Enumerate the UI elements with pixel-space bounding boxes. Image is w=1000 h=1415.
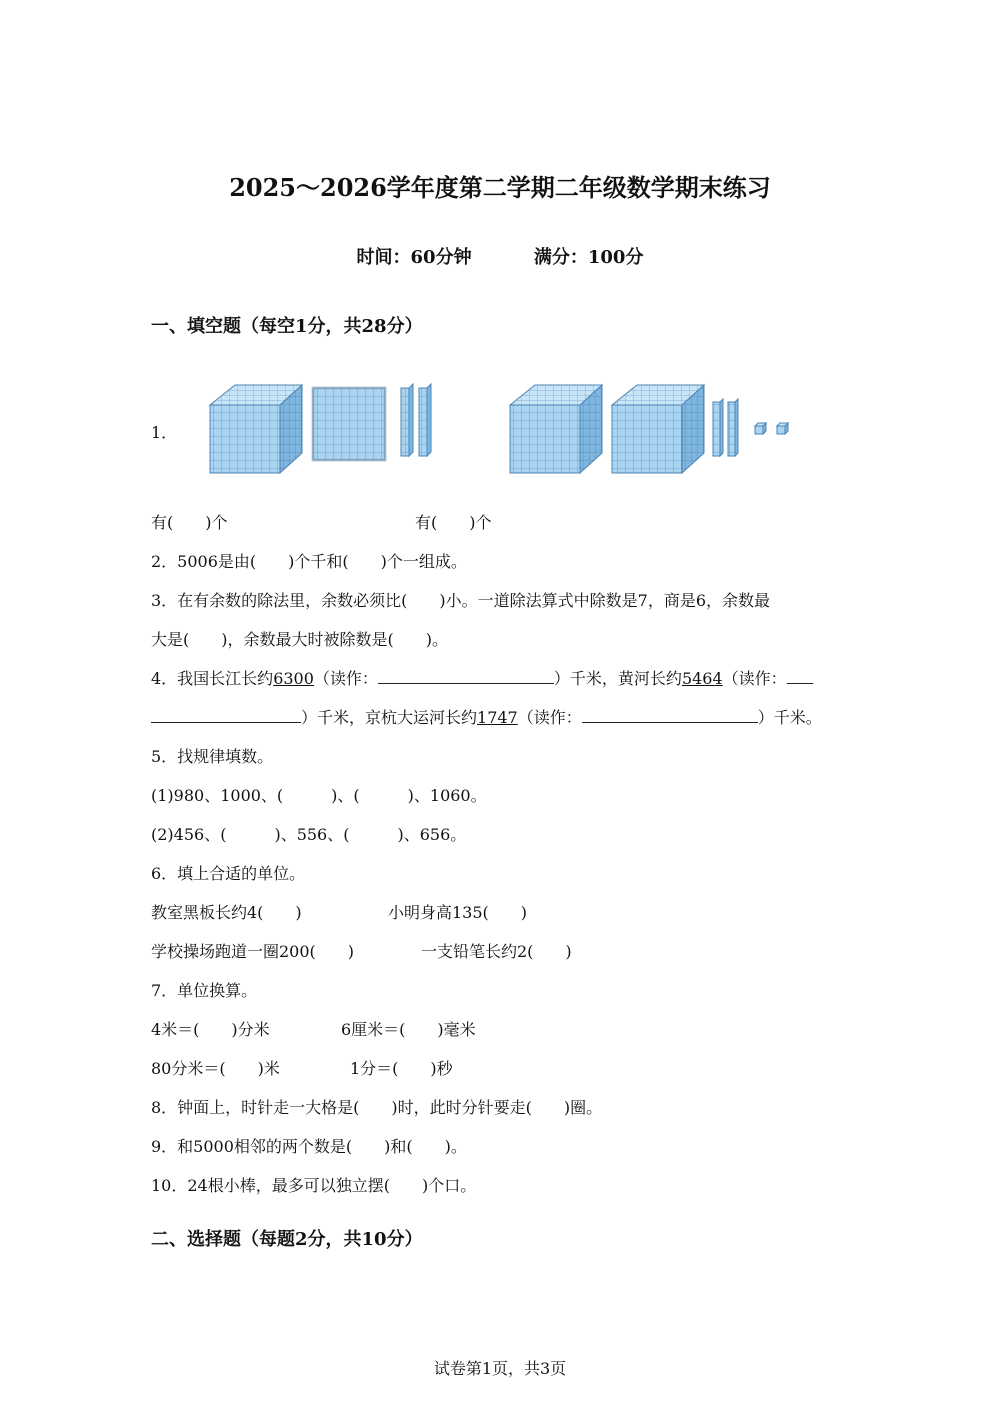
question-7-c: 80分米＝( )米 bbox=[151, 1059, 280, 1078]
q4-read-3: （读作： bbox=[517, 708, 582, 727]
q1-left-answer: 有( )个 bbox=[151, 513, 228, 532]
question-6-a: 教室黑板长约4( ) bbox=[151, 903, 302, 922]
q4-number-3: 1747 bbox=[477, 708, 518, 727]
question-8: 8．钟面上，时针走一大格是( )时，此时分针要走( )圈。 bbox=[151, 1098, 603, 1117]
question-7-a: 4米＝( )分米 bbox=[151, 1020, 270, 1039]
ten-rod-1 bbox=[713, 399, 723, 456]
q4-read-2: （读作： bbox=[722, 669, 787, 688]
exam-meta bbox=[0, 243, 1000, 269]
q4-end: ）千米。 bbox=[757, 708, 822, 727]
section1-heading: 一、填空题（每空1分，共28分） bbox=[151, 316, 423, 337]
q4-answer-blank-3[interactable] bbox=[582, 708, 758, 723]
question-3-line1: 3．在有余数的除法里，余数必须比( )小。一道除法算式中除数是7，商是6，余数最 bbox=[151, 591, 771, 610]
question-4-line1 bbox=[151, 666, 813, 689]
question-7-d: 1分＝( )秒 bbox=[350, 1059, 453, 1078]
question-10: 10．24根小棒，最多可以独立摆( )个口。 bbox=[151, 1176, 477, 1195]
question-6-b: 小明身高135( ) bbox=[388, 903, 528, 922]
q4-answer-blank-2a[interactable] bbox=[787, 669, 813, 684]
question-3-line2: 大是( )，余数最大时被除数是( )。 bbox=[151, 630, 448, 649]
question-5-title: 5．找规律填数。 bbox=[151, 747, 274, 766]
hundred-flat bbox=[313, 388, 385, 460]
question-7-b: 6厘米＝( )毫米 bbox=[341, 1020, 476, 1039]
q4-answer-blank-1[interactable] bbox=[378, 669, 554, 684]
one-cube-2 bbox=[777, 423, 788, 434]
q4-prefix: 4．我国长江长约 bbox=[151, 669, 274, 688]
exam-score: 满分：100分 bbox=[533, 247, 644, 268]
section2-heading: 二、选择题（每题2分，共10分） bbox=[151, 1229, 423, 1250]
question-7-title: 7．单位换算。 bbox=[151, 981, 258, 1000]
ten-rod-2 bbox=[419, 384, 431, 456]
question-9: 9．和5000相邻的两个数是( )和( )。 bbox=[151, 1137, 467, 1156]
question-2: 2．5006是由( )个千和( )个一组成。 bbox=[151, 552, 467, 571]
question-5-2: (2)456、( )、556、( )、656。 bbox=[151, 825, 467, 844]
question-5-1: (1)980、1000、( )、( )、1060。 bbox=[151, 786, 487, 805]
exam-time: 时间：60分钟 bbox=[356, 247, 472, 268]
question-6-title: 6．填上合适的单位。 bbox=[151, 864, 306, 883]
thousand-cube-2 bbox=[612, 385, 704, 473]
ten-rod-2 bbox=[728, 399, 738, 456]
one-cube-1 bbox=[755, 423, 766, 434]
page-footer: 试卷第1页，共3页 bbox=[433, 1359, 567, 1378]
q4-answer-blank-2b[interactable] bbox=[151, 708, 301, 723]
question-4-line2 bbox=[151, 705, 822, 728]
q4-read-1: （读作： bbox=[313, 669, 378, 688]
q4-mid-1: ）千米，黄河长约 bbox=[553, 669, 682, 688]
ten-rod-1 bbox=[401, 384, 413, 456]
thousand-cube bbox=[210, 385, 302, 473]
q1-right-answer: 有( )个 bbox=[415, 513, 492, 532]
page-title: 2025～2026学年度第二学期二年级数学期末练习 bbox=[229, 173, 771, 202]
q4-number-1: 6300 bbox=[273, 669, 314, 688]
base-ten-blocks-left bbox=[205, 380, 445, 480]
question-6-c: 学校操场跑道一圈200( ) bbox=[151, 942, 355, 961]
q1-number: 1． bbox=[151, 423, 178, 442]
thousand-cube-1 bbox=[510, 385, 602, 473]
base-ten-blocks-right bbox=[505, 380, 805, 480]
question-6-d: 一支铅笔长约2( ) bbox=[421, 942, 572, 961]
q4-mid-2: ）千米，京杭大运河长约 bbox=[301, 708, 478, 727]
q4-number-2: 5464 bbox=[681, 669, 723, 688]
